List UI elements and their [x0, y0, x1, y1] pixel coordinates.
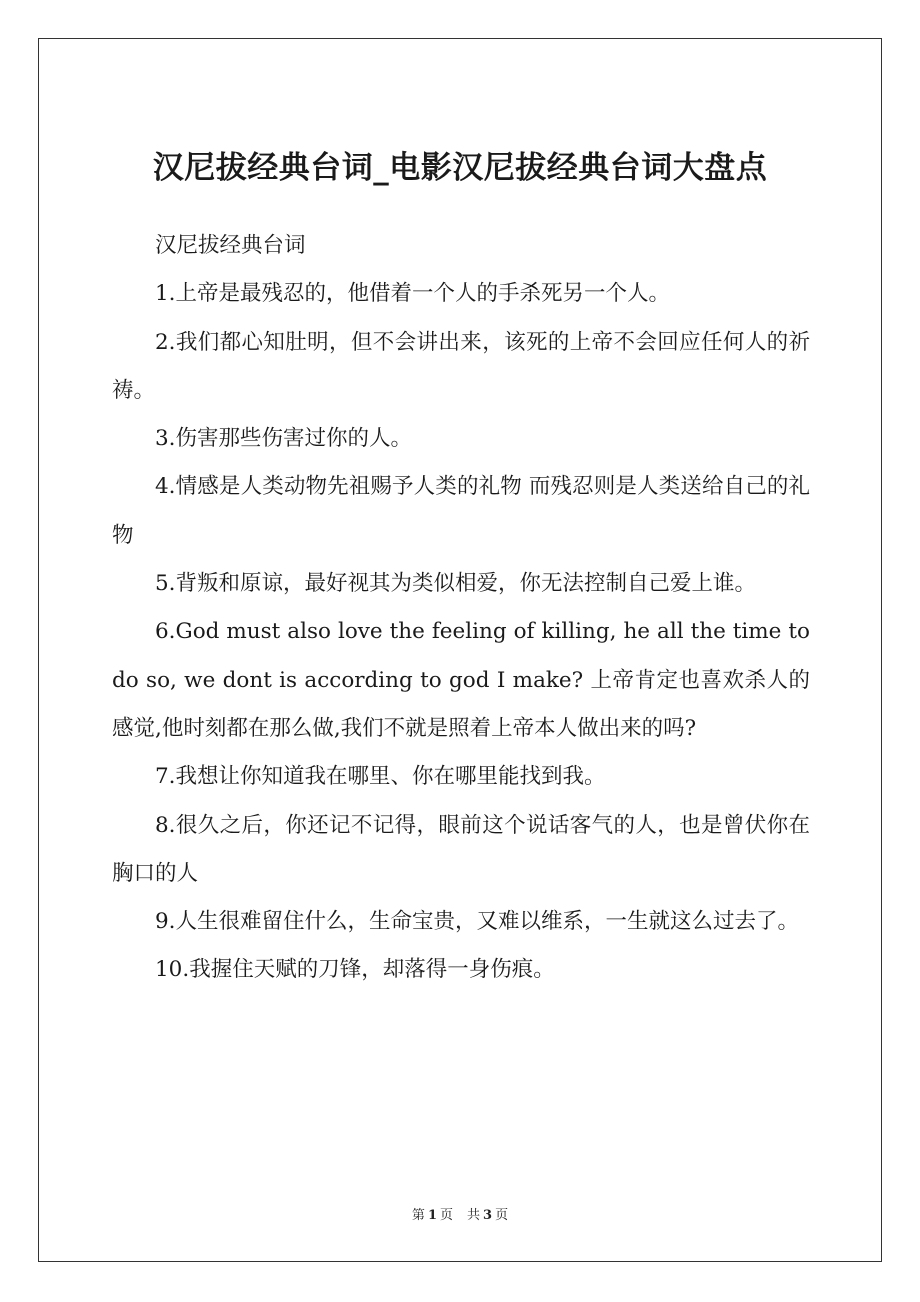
current-page-number: 1 [427, 1208, 437, 1223]
total-prefix: 共 [467, 1208, 481, 1223]
total-unit: 页 [495, 1208, 509, 1223]
quote-paragraph: 3.伤害那些伤害过你的人。 [155, 426, 413, 452]
document-title: 汉尼拔经典台词_电影汉尼拔经典台词大盘点 [152, 150, 768, 186]
quote-paragraph: 10.我握住天赋的刀锋，却落得一身伤痕。 [155, 957, 555, 983]
page-prefix: 第 [411, 1208, 425, 1223]
quote-paragraph: 7.我想让你知道我在哪里、你在哪里能找到我。 [155, 764, 606, 790]
quote-paragraph: 1.上帝是最残忍的，他借着一个人的手杀死另一个人。 [155, 281, 671, 307]
quote-paragraph: 8.很久之后，你还记不记得，眼前这个说话客气的人，也是曾伏你在胸口的人 [112, 812, 810, 886]
quote-paragraph: 4.情感是人类动物先祖赐予人类的礼物 而残忍则是人类送给自己的礼物 [112, 474, 810, 548]
quote-paragraph: 5.背叛和原谅，最好视其为类似相爱，你无法控制自己爱上谁。 [155, 571, 757, 597]
document-body [112, 222, 810, 995]
quote-paragraph: 9.人生很难留住什么，生命宝贵，又难以维系，一生就这么过去了。 [155, 909, 800, 935]
page-unit: 页 [439, 1208, 453, 1223]
section-heading: 汉尼拔经典台词 [155, 233, 306, 258]
page-footer [0, 1206, 920, 1226]
total-page-number: 3 [483, 1208, 493, 1223]
quote-paragraph: 2.我们都心知肚明，但不会讲出来，该死的上帝不会回应任何人的祈祷。 [112, 329, 810, 403]
quote-paragraph: 6.God must also love the feeling of killing, he all the time to do so, we dont is according to god I make? 上帝肯定也喜欢杀人的感觉,他时刻都在那么做,我们不就是照着上帝本人做出来的吗? [112, 619, 810, 741]
